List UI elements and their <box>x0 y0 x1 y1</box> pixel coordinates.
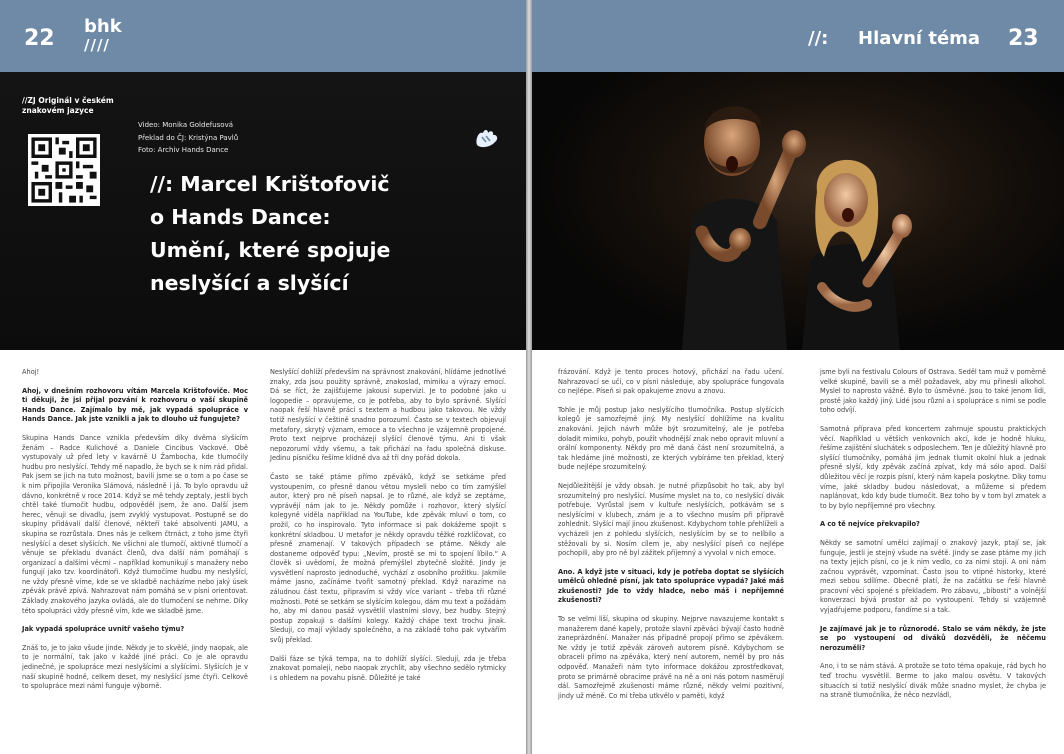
text-column-2 <box>270 368 506 692</box>
body-paragraph: Znáš to, je to jako všude jinde. Někdy je to skvělé, jindy naopak, ale to je normální, tak jako v každé jiné práci. Co je ale opravdu jedinečné, je spolupráce mezi neslyšícími a slyšícími. Slyšících je v naší skupině hodně, celkem deset, my neslyšící jsme čtyři. Celkově to spolupráce mezi námi funguje výborně. <box>22 643 248 691</box>
brand-name: bhk <box>84 16 122 37</box>
left-photo-area <box>0 72 526 350</box>
brand-slashes: //// <box>84 36 110 54</box>
body-paragraph: To se velmi liší, skupina od skupiny. Nejprve navazujeme kontakt s manažerem dané kapely, protože slavní zpěváci bývají často hodně zaneprázdnění. Manažer nás případně propojí přímo se zpěvákem. Ne vždy je totiž zpěvák zároveň autorem písně. Kdybychom se obraceli přímo na zpěváka, který není autorem, neměl by pro nás odpověď. Manažeři nám tyto informace dokážou zprostředkovat, proto se primárně obracíme právě na ně a oni nás potom nasměrují dál. Samozřejmě zkušenosti máme různé, někdy velmi pozitivní, jindy už méně. Co mi třeba utkvělo v paměti, když <box>558 615 784 700</box>
credit-photo: Foto: Archiv Hands Dance <box>138 146 229 154</box>
body-paragraph: Ano, i to se nám stává. A protože se toto téma opakuje, rád bych ho teď trochu vysvětlil. Berme to jako malou osvětu. V takových situacích si totiž neslyšící divák může snadno myslet, že chyba je na straně tlumočníka, že něco nezvládl, <box>820 662 1046 700</box>
title-line-1: //: Marcel Krištofovič <box>150 172 390 196</box>
photo-credits <box>138 119 238 157</box>
body-paragraph: Skupina Hands Dance vznikla především díky dvěma slyšícím ženám – Radce Kulichové a Daniele Cincibus Vackové. Obě vystupovaly už před lety v kavárně U Žambocha, kde tlumočily hudbu pro neslyšící. Tehdy mě napadlo, že bych se k nim rád přidal. Pak jsem se jich na tuto možnost, bavili jsme se o tom a po čase se k nim připojila Veronika Slámová, následně i já. To bylo opravdu už dávno, konkrétně v roce 2014. Když se mě tehdy zeptaly, jestli bych chtěl také tlumočit hudbu, odpověděl jsem, že ano. Další jsem herec, věnuji se divadlu, jsem zvyklý vystupovat. Postupně se do skupiny přidávali další členové, někteří také absolventi JAMU, a skupina se rozrůstala. Dnes nás je celkem čtrnáct, z toho jsme čtyři neslyšící a deset slyšících. Ne všichni ale tlumočí, aktivně tlumočí a věnuje se překladu dvanáct členů, dva další nám pomáhají s organizací a dalšími věcmi – například komunikují s manažery nebo fungují jako tzv. koordinátoři. Když tlumočíme hudbu my neslyšící, ne vždy přesně víme, kde se ve skladbě nacházíme nebo jaký úsek zpěvák právě zpívá. Nahrazovat nám pomáhá se v písni orientovat. Základy znakového jazyka ovládá, ale do tlumočení se nehrne. Díky této spolupráci vždy přesně vím, kde we skladbě jsme. <box>22 433 248 615</box>
page-number-right: 23 <box>1008 26 1039 51</box>
body-paragraph: frázování. Když je tento proces hotový, přichází na řadu učení. Nahrazovací se učí, co v písni následuje, aby spolupráce fungovala co nejlépe. Píseň si pak opakujeme znovu a znovu. <box>558 368 784 396</box>
body-paragraph: Tohle je můj postup jako neslyšícího tlumočníka. Postup slyšících kolegů je samozřejmě jiný. My neslyšící dohlížíme na kvalitu znakování. Jejich návrh může být srozumitelný, ale je potřeba doladit mimiku, pohyb, použít vhodnější znak nebo opravit mluvní a orální komponenty. Někdy pro mě daná část není srozumitelná, a tak hledáme jiné možnosti, ze kterých vybíráme ten překlad, který bude nejlépe srozumitelný. <box>558 405 784 472</box>
question-paragraph: A co tě nejvíce překvapilo? <box>820 520 920 529</box>
body-paragraph: Další fáze se týká tempa, na to dohlíží slyšící. Sledují, zda je třeba znakovat pomaleji, nebo naopak zrychlit, aby všechno sedělo rytmicky i s ohledem na povahu písně. Důležité je také <box>270 654 506 682</box>
header-band <box>0 0 526 72</box>
qr-code-icon[interactable] <box>28 134 100 206</box>
performers-photo <box>532 72 1064 350</box>
left-page <box>0 0 526 754</box>
right-page <box>532 0 1064 754</box>
question-paragraph: Je zajímavé jak je to různorodé. Stalo se vám někdy, že jste se po vystoupení od diváků dozvěděli, že něčemu nerozuměli? <box>820 624 1046 652</box>
text-column-4 <box>820 368 1046 710</box>
article-title <box>150 168 520 300</box>
body-paragraph: jsme byli na festivalu Colours of Ostrava. Seděl tam muž v poměrně velké skupině, bavili se a měl požadavek, aby mu přinesli alkohol. Myslel to naprosto vážně. Bylo to úsměvné. Jsou to také jenom lidi, prostě jako každý jiný. Lidé jsou různí a i spolupráce s nimi se podle toho odvíjí. <box>820 368 1046 415</box>
credit-translation: Překlad do ČJ: Kristýna Pavlů <box>138 133 239 142</box>
body-paragraph: Neslyšící dohlíží především na správnost znakování, hlídáme jednotlivé znaky, zda jsou použity správně, znakoslad, mimiku a výrazy emocí. Dá se říct, že zajišťujeme jakousi supervizi. Je to podobné jako u logopedie – opravujeme, co je potřeba, aby to bylo správně. Slyšící naopak řeší hlavně práci s textem a hudbou jako takovou. Ne vždy totiž neslyšící v češtině snadno porozumí. Často se v textech objevují metafory, skrytý význam, emoce a to všechno je vzájemně propojené. Proto text nejprve procházejí slyšící členové týmu. Ani ti však nepozorumí vždy všemu, a tak přichází na řadu společná diskuse. Jedinu písničku řešíme klidně dva až tři dny pořád dokola. <box>270 368 506 463</box>
credit-video: Video: Monika Goldefusová <box>138 121 234 129</box>
page-number-left: 22 <box>24 26 55 51</box>
text-column-1 <box>22 368 248 701</box>
title-line-2: o Hands Dance: <box>150 205 331 229</box>
body-paragraph: Často se také ptáme přímo zpěváků, když se setkáme před vystoupením, co přesně danou větou mysleli nebo co tím zamýšlel autor, který pro ně píseň napsal. Je to různé, ale když se zeptáme, vyprávějí nám jak to je. Někdy pomůže i rozhovor, který slyšící kolegyně viděla například na YouTube, kde zpěvák mluví o tom, co prožil, co ho inspirovalo. Tyto informace si pak dokážeme spojit s konkrétní skladbou. U metafor je někdy opravdu těžké rozklíčovat, co přesně znamenají. V takových případech se ptáme. Někdy ale dostaneme odpověď typu: „Nevím, prostě se mi to spojení líbilo.“ A člověk si uvědomí, že možná přemýšlel zbytečně složitě. Jindy je vysvětlení naprosto jednoduché, vychází z osobního prožitku. Jakmile máme jasno, začínáme tvořit samotný překlad. Když narazíme na záludnou část textu, připravím si vždy více variant – třeba tři různé možnosti. Poté se setkám se slyšícím kolegou, dám mu text a požádám ho, aby mi danou pasáž vysvětlil vlastními slovy, bez hudby. Stejný postup zopakuji s dalšími kolegy. Každý chápe text trochu jinak. Sleduji, co mají výklady společného, a na základě toho pak vytvářím svůj překlad. <box>270 472 506 645</box>
header-band-right <box>532 0 1064 72</box>
body-paragraph: Ahoj! <box>22 368 40 376</box>
text-column-3 <box>558 368 784 710</box>
question-paragraph: Ano. A když jste v situaci, kdy je potřeba doptat se slyšících umělců ohledně písní, jak tato spolupráce vypadá? Jaké máš zkušenosti? Jde to vždy hladce, nebo máš i nepříjemné zkušenosti? <box>558 567 784 605</box>
title-line-3: Umění, které spojuje <box>150 238 391 262</box>
body-paragraph: Někdy se samotní umělci zajímají o znakový jazyk, ptají se, jak funguje, jestli je stejný všude na světě. Jindy se zase ptáme my jich na texty jejich písní, co je k nim vedlo, co za nimi stojí. A oni nám začnou vyprávět, vzpomínat. Často jsou to vtipné historky, které mezi sebou sdílíme. Obecně platí, že na začátku se řeší hlavně pracovní věci spojené s překladem. Pro zábavu, „bibosti“ a volnější konverzaci bývá prostor až po vystoupení. Tehdy si vzájemně vyjadřujeme podporu, fandíme si a tak. <box>820 538 1046 615</box>
body-paragraph: Nejdůležitější je vždy obsah. Je nutné přizpůsobit ho tak, aby byl srozumitelný pro neslyšící. Musíme myslet na to, co neslyšící divák potřebuje. Vyrůstal jsem v kultuře neslyšících, potkávám se s neslyšícími v klubech, znám je a to všechno musím při přípravě zohlednit. Slyšící mají jinou zkušenost. Kdybychom tohle přehlíželi a vycházeli jen z pohledu slyšících, neslyšícím by se to nelíbilo a stěžovali by si. Nosím cílem je, aby neslyšící píseň co nejlépe pochopili, aby pro ně byl zážitek příjemný a vyvolal v nich emoce. <box>558 481 784 558</box>
qr-label: //ZJ Originál v českém znakovém jazyce <box>22 96 114 115</box>
section-title: Hlavní téma <box>858 28 981 49</box>
performers-illustration <box>532 72 1064 350</box>
hands-dance-logo-icon <box>471 125 503 151</box>
question-paragraph: Jak vypadá spolupráce uvnitř vašeho týmu? <box>22 625 185 634</box>
title-line-4: neslyšící a slyšící <box>150 271 349 295</box>
brand-logo <box>84 18 122 54</box>
body-paragraph: Samotná příprava před koncertem zahrnuje spoustu praktických věcí. Například u větších venkovních akcí, kde je hodně hluku, řešíme zajištění sluchátek s odposlechem. Ten je důležitý hlavně pro slyšící tlumočníky, pomáhá jim jednak tlumit okolní hluk a jednak přesně slyší, kdy zpěvák začíná zpívat, kdy má sólo apod. Další důležitou věcí je rozpis písní, který nám kapela poskytne. Díky tomu víme, jaké skladby budou následovat, a můžeme si předem naplánovat, kdo kdy bude tlumočit. Bez toho by v tom byl zmatek a to by bylo nepříjemné pro všechny. <box>820 424 1046 510</box>
section-prefix: //: <box>808 28 829 49</box>
question-paragraph: Ahoj, v dnešním rozhovoru vítám Marcela Krištofoviče. Moc ti děkuji, že jsi přijal pozvání k rozhovoru o vaší skupině Hands Dance. Zajímalo by mě, jak vypadá spolupráce v Hands Dance. Jak jste vznikli a jak to dlouho už fungujete? <box>22 386 248 424</box>
